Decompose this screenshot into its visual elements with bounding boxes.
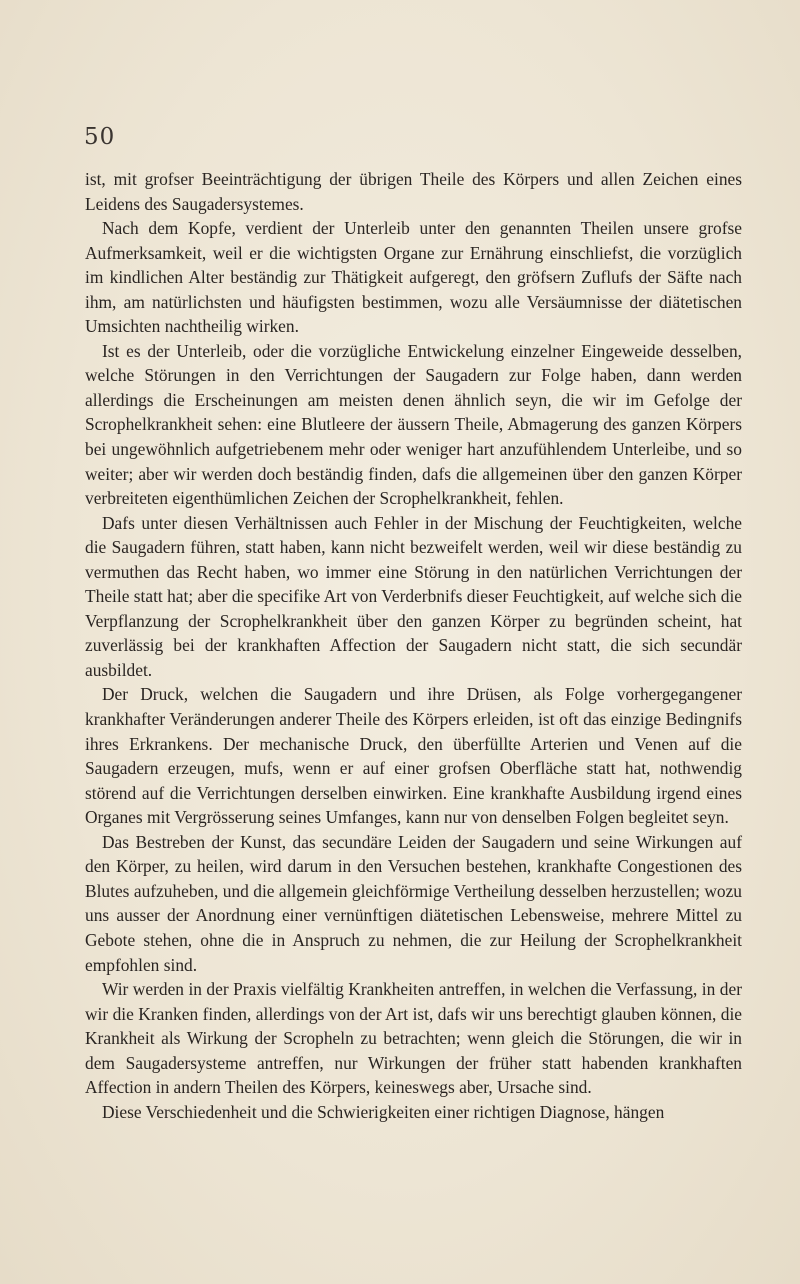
body-text (85, 167, 742, 1124)
paragraph: Der Druck, welchen die Saugadern und ihre Drüsen, als Folge vorhergegangener krankhafter Veränderungen anderer Theile des Körpers erleiden, ist oft das einzige Bedingnifs ihres Erkrankens. Der mechanische Druck, den überfüllte Arterien und Venen auf die Saugadern erzeugen, mufs, wenn er auf einer grofsen Oberfläche statt hat, nothwendig störend auf die Verrichtungen derselben einwirken. Eine krankhafte Ausbildung irgend eines Organes mit Vergrösserung seines Umfanges, kann nur von denselben Folgen begleitet seyn. (85, 684, 742, 828)
paragraph: ist, mit grofser Beeinträchtigung der übrigen Theile des Körpers und allen Zeichen eines Leidens des Saugadersystemes. (85, 169, 742, 214)
paragraph: Dafs unter diesen Verhältnissen auch Fehler in der Mischung der Feuchtigkeiten, welche die Saugadern führen, statt haben, kann nicht bezweifelt werden, weil wir diese beständig zu vermuthen das Recht haben, wo immer eine Störung in den natürlichen Verrichtungen der Theile statt hat; aber die specifike Art von Verderbnifs dieser Feuchtigkeit, auf welche sich die Verpflanzung der Scrophelkrankheit über den ganzen Körper zu begründen scheint, hat zuverlässig bei der krankhaften Affection der Saugadern nicht statt, die sich secundär ausbildet. (85, 512, 742, 680)
paragraph: Ist es der Unterleib, oder die vorzügliche Entwickelung einzelner Eingeweide desselben, welche Störungen in den Verrichtungen der Saugadern zur Folge haben, dann werden allerdings die Erscheinungen am meisten denen ähnlich seyn, die wir im Gefolge der Scrophelkrankheit sehen: eine Blutleere der äussern Theile, Abmagerung des ganzen Körpers bei ungewöhnlich aufgetriebenem mehr oder weniger hart anzufühlendem Unterleibe, und so weiter; aber wir werden doch beständig finden, dafs die allgemeinen über den ganzen Körper verbreiteten eigenthümlichen Zeichen der Scrophelkrankheit, fehlen. (85, 340, 742, 509)
paragraph: Das Bestreben der Kunst, das secundäre Leiden der Saugadern und seine Wirkungen auf den Körper, zu heilen, wird darum in den Versuchen bestehen, krankhafte Congestionen des Blutes aufzuheben, und die allgemein gleichförmige Vertheilung desselben herzustellen; wozu uns ausser der Anordnung einer vernünftigen diätetischen Lebensweise, mehrere Mittel zu Gebote stehen, ohne die in Anspruch zu nehmen, die zur Heilung der Scrophelkrankheit empfohlen sind. (85, 831, 742, 975)
page-number: 50 (84, 124, 116, 150)
paragraph: Diese Verschiedenheit und die Schwierigkeiten einer richtigen Diagnose, hängen (102, 1101, 665, 1122)
paragraph: Nach dem Kopfe, verdient der Unterleib unter den genannten Theilen unsere grofse Aufmerksamkeit, weil er die wichtigsten Organe zur Ernährung einschliefst, die vorzüglich im kindlichen Alter beständig zur Thätigkeit aufgeregt, den gröfsern Zuflufs der Säfte nach ihm, am natürlichsten und häufigsten bestimmen, wozu alle Versäumnisse der diätetischen Umsichten nachtheilig wirken. (85, 218, 742, 337)
paragraph: Wir werden in der Praxis vielfältig Krankheiten antreffen, in welchen die Verfassung, in der wir die Kranken finden, allerdings von der Art ist, dafs wir uns berechtigt glauben können, die Krankheit als Wirkung der Scropheln zu betrachten; wenn gleich die Störungen, die wir in dem Saugadersysteme antreffen, nur Wirkungen der früher statt habenden krankhaften Affection in andern Theilen des Körpers, keineswegs aber, Ursache sind. (85, 979, 742, 1098)
